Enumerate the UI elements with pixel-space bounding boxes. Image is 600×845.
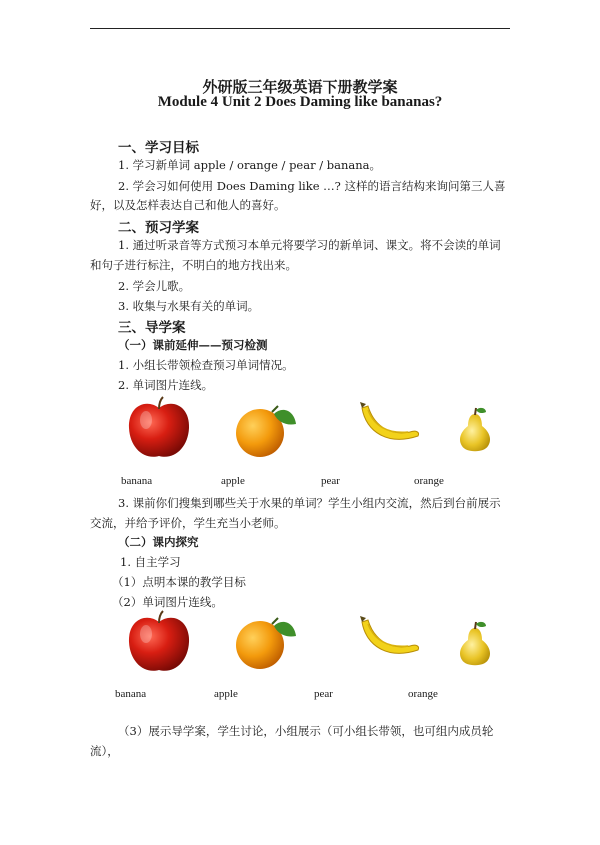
label-pear: pear: [314, 688, 333, 700]
preview-1: 1. 通过听录音等方式预习本单元将要学习的新单词、课文。将不会读的单词: [118, 238, 501, 252]
section2-heading: 二、预习学案: [118, 220, 199, 236]
label-banana: banana: [115, 688, 147, 700]
pear-image: [456, 406, 494, 454]
label-orange: orange: [414, 475, 444, 487]
section3-heading: 三、导学案: [118, 320, 186, 336]
part1-heading: （一）课前延伸——预习检测: [118, 338, 268, 352]
banana-image: [358, 402, 422, 450]
label-apple: apple: [214, 688, 238, 700]
label-banana: banana: [121, 475, 153, 487]
label-orange: orange: [408, 688, 438, 700]
part1-item-2: 2. 单词图片连线。: [118, 378, 214, 392]
objective-2: 2. 学会习如何使用 Does Daming like …? 这样的语言结构来询问第三人喜: [118, 179, 506, 193]
part2-item-2: （1）点明本课的教学目标: [112, 575, 246, 589]
preview-1-cont: 和句子进行标注，不明白的地方找出来。: [90, 258, 297, 272]
part2-heading: （二）课内探究: [118, 535, 199, 549]
part2-item-3: （2）单词图片连线。: [112, 595, 223, 609]
part1-item-3-cont: 交流，并给予评价，学生充当小老师。: [90, 516, 286, 530]
part1-item-1: 1. 小组长带领检查预习单词情况。: [118, 358, 294, 372]
orange-image: [234, 616, 298, 670]
preview-2: 2. 学会儿歌。: [118, 279, 191, 293]
pear-image: [456, 620, 494, 668]
part2-item-4-cont: 流），: [90, 744, 119, 758]
objective-1: 1. 学习新单词 apple / orange / pear / banana。: [118, 158, 382, 172]
banana-image: [358, 616, 422, 664]
part2-item-1: 1. 自主学习: [120, 555, 181, 569]
title-english: Module 4 Unit 2 Does Daming like bananas?: [157, 94, 443, 110]
objective-2-cont: 好，以及怎样表达自己和他人的喜好。: [90, 198, 286, 212]
apple-image: [126, 396, 192, 460]
section1-heading: 一、学习目标: [118, 140, 199, 156]
orange-image: [234, 404, 298, 458]
label-pear: pear: [321, 475, 340, 487]
part2-item-4: （3）展示导学案，学生讨论，小组展示（可小组长带领，也可组内成员轮: [118, 724, 494, 738]
apple-image: [126, 610, 192, 674]
preview-3: 3. 收集与水果有关的单词。: [118, 299, 260, 313]
part1-item-3: 3. 课前你们搜集到哪些关于水果的单词？学生小组内交流，然后到台前展示: [118, 496, 501, 510]
header-rule: [90, 28, 510, 29]
title-chinese: 外研版三年级英语下册教学案: [202, 78, 398, 96]
label-apple: apple: [221, 475, 245, 487]
